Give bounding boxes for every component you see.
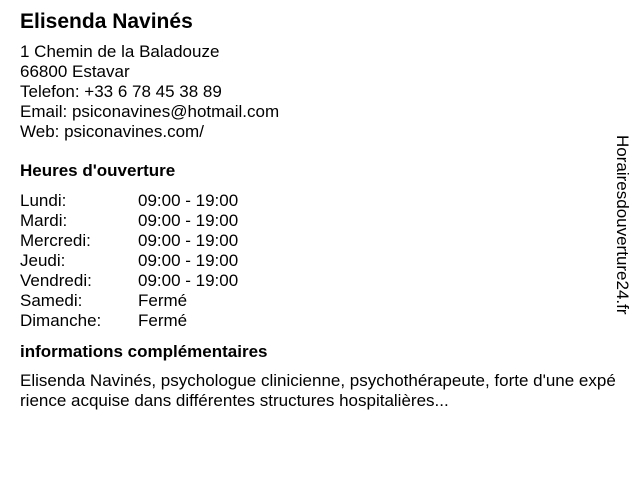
address-line-2: 66800 Estavar [20,62,130,81]
hours-row-saturday [20,291,610,311]
hours-row-monday [20,191,610,211]
business-name: Elisenda Navinés [20,10,193,33]
web-line: Web: psiconavines.com/ [20,122,204,141]
day-label: Mardi: [20,211,68,230]
time-value: 09:00 - 19:00 [138,191,239,210]
phone-line: Telefon: +33 6 78 45 38 89 [20,82,222,101]
hours-heading: Heures d'ouverture [20,161,176,180]
time-value: 09:00 - 19:00 [138,231,239,250]
hours-row-friday [20,271,610,291]
hours-row-thursday [20,251,610,271]
time-value: Fermé [138,291,188,310]
time-value: 09:00 - 19:00 [138,211,239,230]
day-label: Dimanche: [20,311,102,330]
info-heading: informations complémentaires [20,342,268,361]
business-listing [20,10,616,411]
address-line-1: 1 Chemin de la Baladouze [20,42,220,61]
email-line: Email: psiconavines@hotmail.com [20,102,280,121]
day-label: Samedi: [20,291,83,310]
time-value: Fermé [138,311,188,330]
day-label: Vendredi: [20,271,92,290]
site-watermark: Horairesdouverture24.fr [613,135,632,315]
time-value: 09:00 - 19:00 [138,271,239,290]
contact-block [20,42,610,142]
time-value: 09:00 - 19:00 [138,251,239,270]
hours-table [20,191,610,331]
info-description: Elisenda Navinés, psychologue clinicienne, psychothérapeute, forte d'une expérience acquise dans différentes structures hospitalières... [20,371,616,410]
day-label: Jeudi: [20,251,66,270]
day-label: Mercredi: [20,231,91,250]
hours-row-tuesday [20,211,610,231]
day-label: Lundi: [20,191,67,210]
hours-row-wednesday [20,231,610,251]
hours-row-sunday [20,311,610,331]
